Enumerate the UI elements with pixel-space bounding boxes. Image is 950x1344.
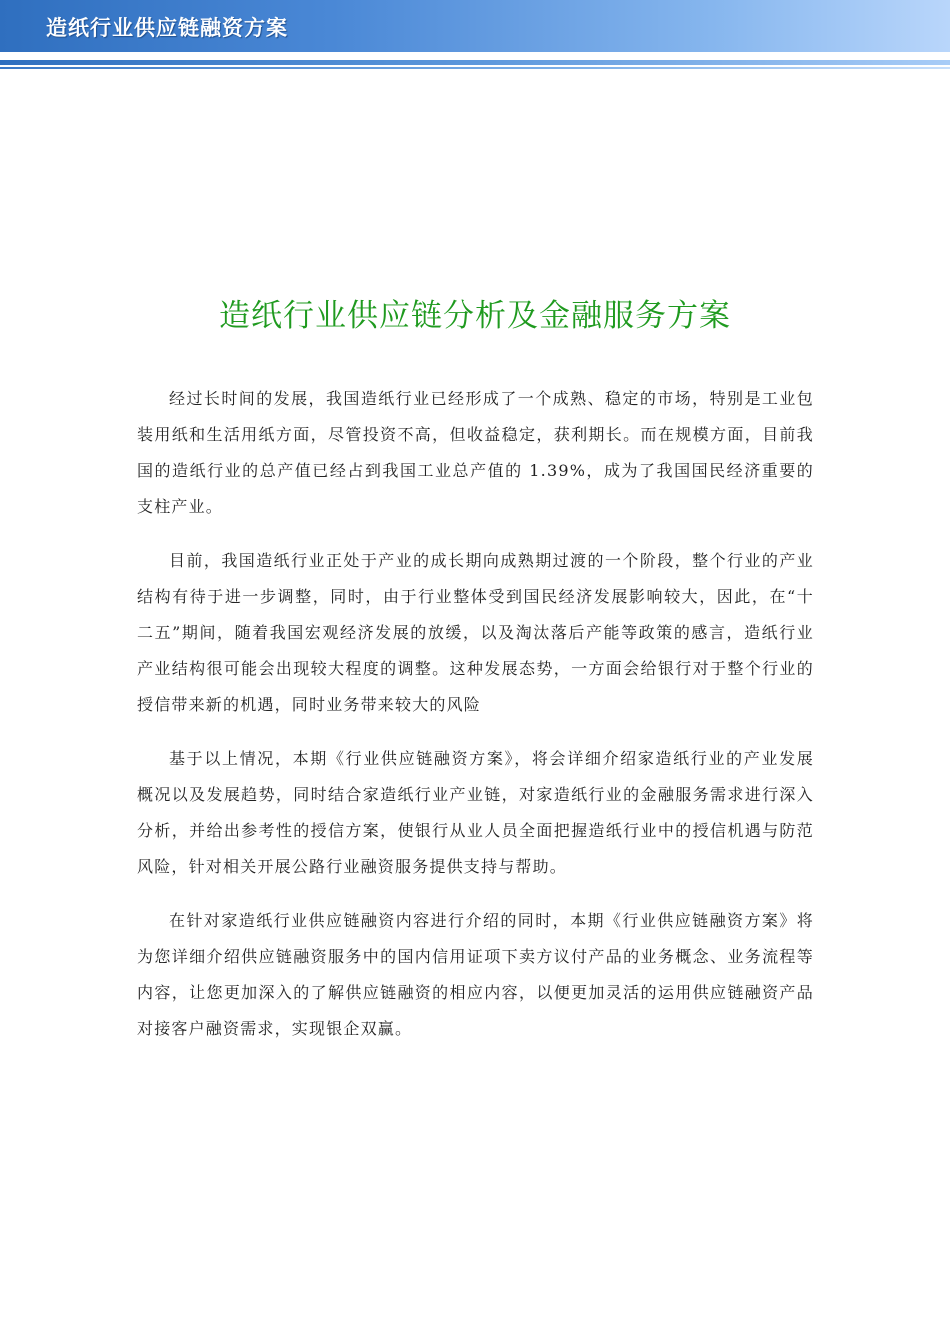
header-band [0,0,950,52]
paragraph-4: 在针对家造纸行业供应链融资内容进行介绍的同时，本期《行业供应链融资方案》将为您详细介绍供应链融资服务中的国内信用证项下卖方议付产品的业务概念、业务流程等内容，让您更加深入的了解供应链融资的相应内容，以便更加灵活的运用供应链融资产品对接客户融资需求，实现银企双赢。 [137,911,814,1038]
document-body [137,381,814,1065]
paragraph-3: 基于以上情况，本期《行业供应链融资方案》，将会详细介绍家造纸行业的产业发展概况以及发展趋势，同时结合家造纸行业产业链，对家造纸行业的金融服务需求进行深入分析，并给出参考性的授信方案，使银行从业人员全面把握造纸行业中的授信机遇与防范风险，针对相关开展公路行业融资服务提供支持与帮助。 [137,749,814,876]
header-rule [0,60,950,65]
header-title: 造纸行业供应链融资方案 [46,16,288,40]
document-title: 造纸行业供应链分析及金融服务方案 [219,298,731,334]
paragraph-1: 经过长时间的发展，我国造纸行业已经形成了一个成熟、稳定的市场，特别是工业包装用纸和生活用纸方面，尽管投资不高，但收益稳定，获利期长。而在规模方面，目前我国的造纸行业的总产值已经占到我国工业总产值的 1.39%，成为了我国国民经济重要的支柱产业。 [137,389,814,516]
header-rule-thin [0,67,950,69]
paragraph-2: 目前，我国造纸行业正处于产业的成长期向成熟期过渡的一个阶段，整个行业的产业结构有待于进一步调整，同时，由于行业整体受到国民经济发展影响较大，因此，在“十二五”期间，随着我国宏观经济发展的放缓，以及淘汰落后产能等政策的感言，造纸行业产业结构很可能会出现较大程度的调整。这种发展态势，一方面会给银行对于整个行业的授信带来新的机遇，同时业务带来较大的风险 [137,551,814,714]
